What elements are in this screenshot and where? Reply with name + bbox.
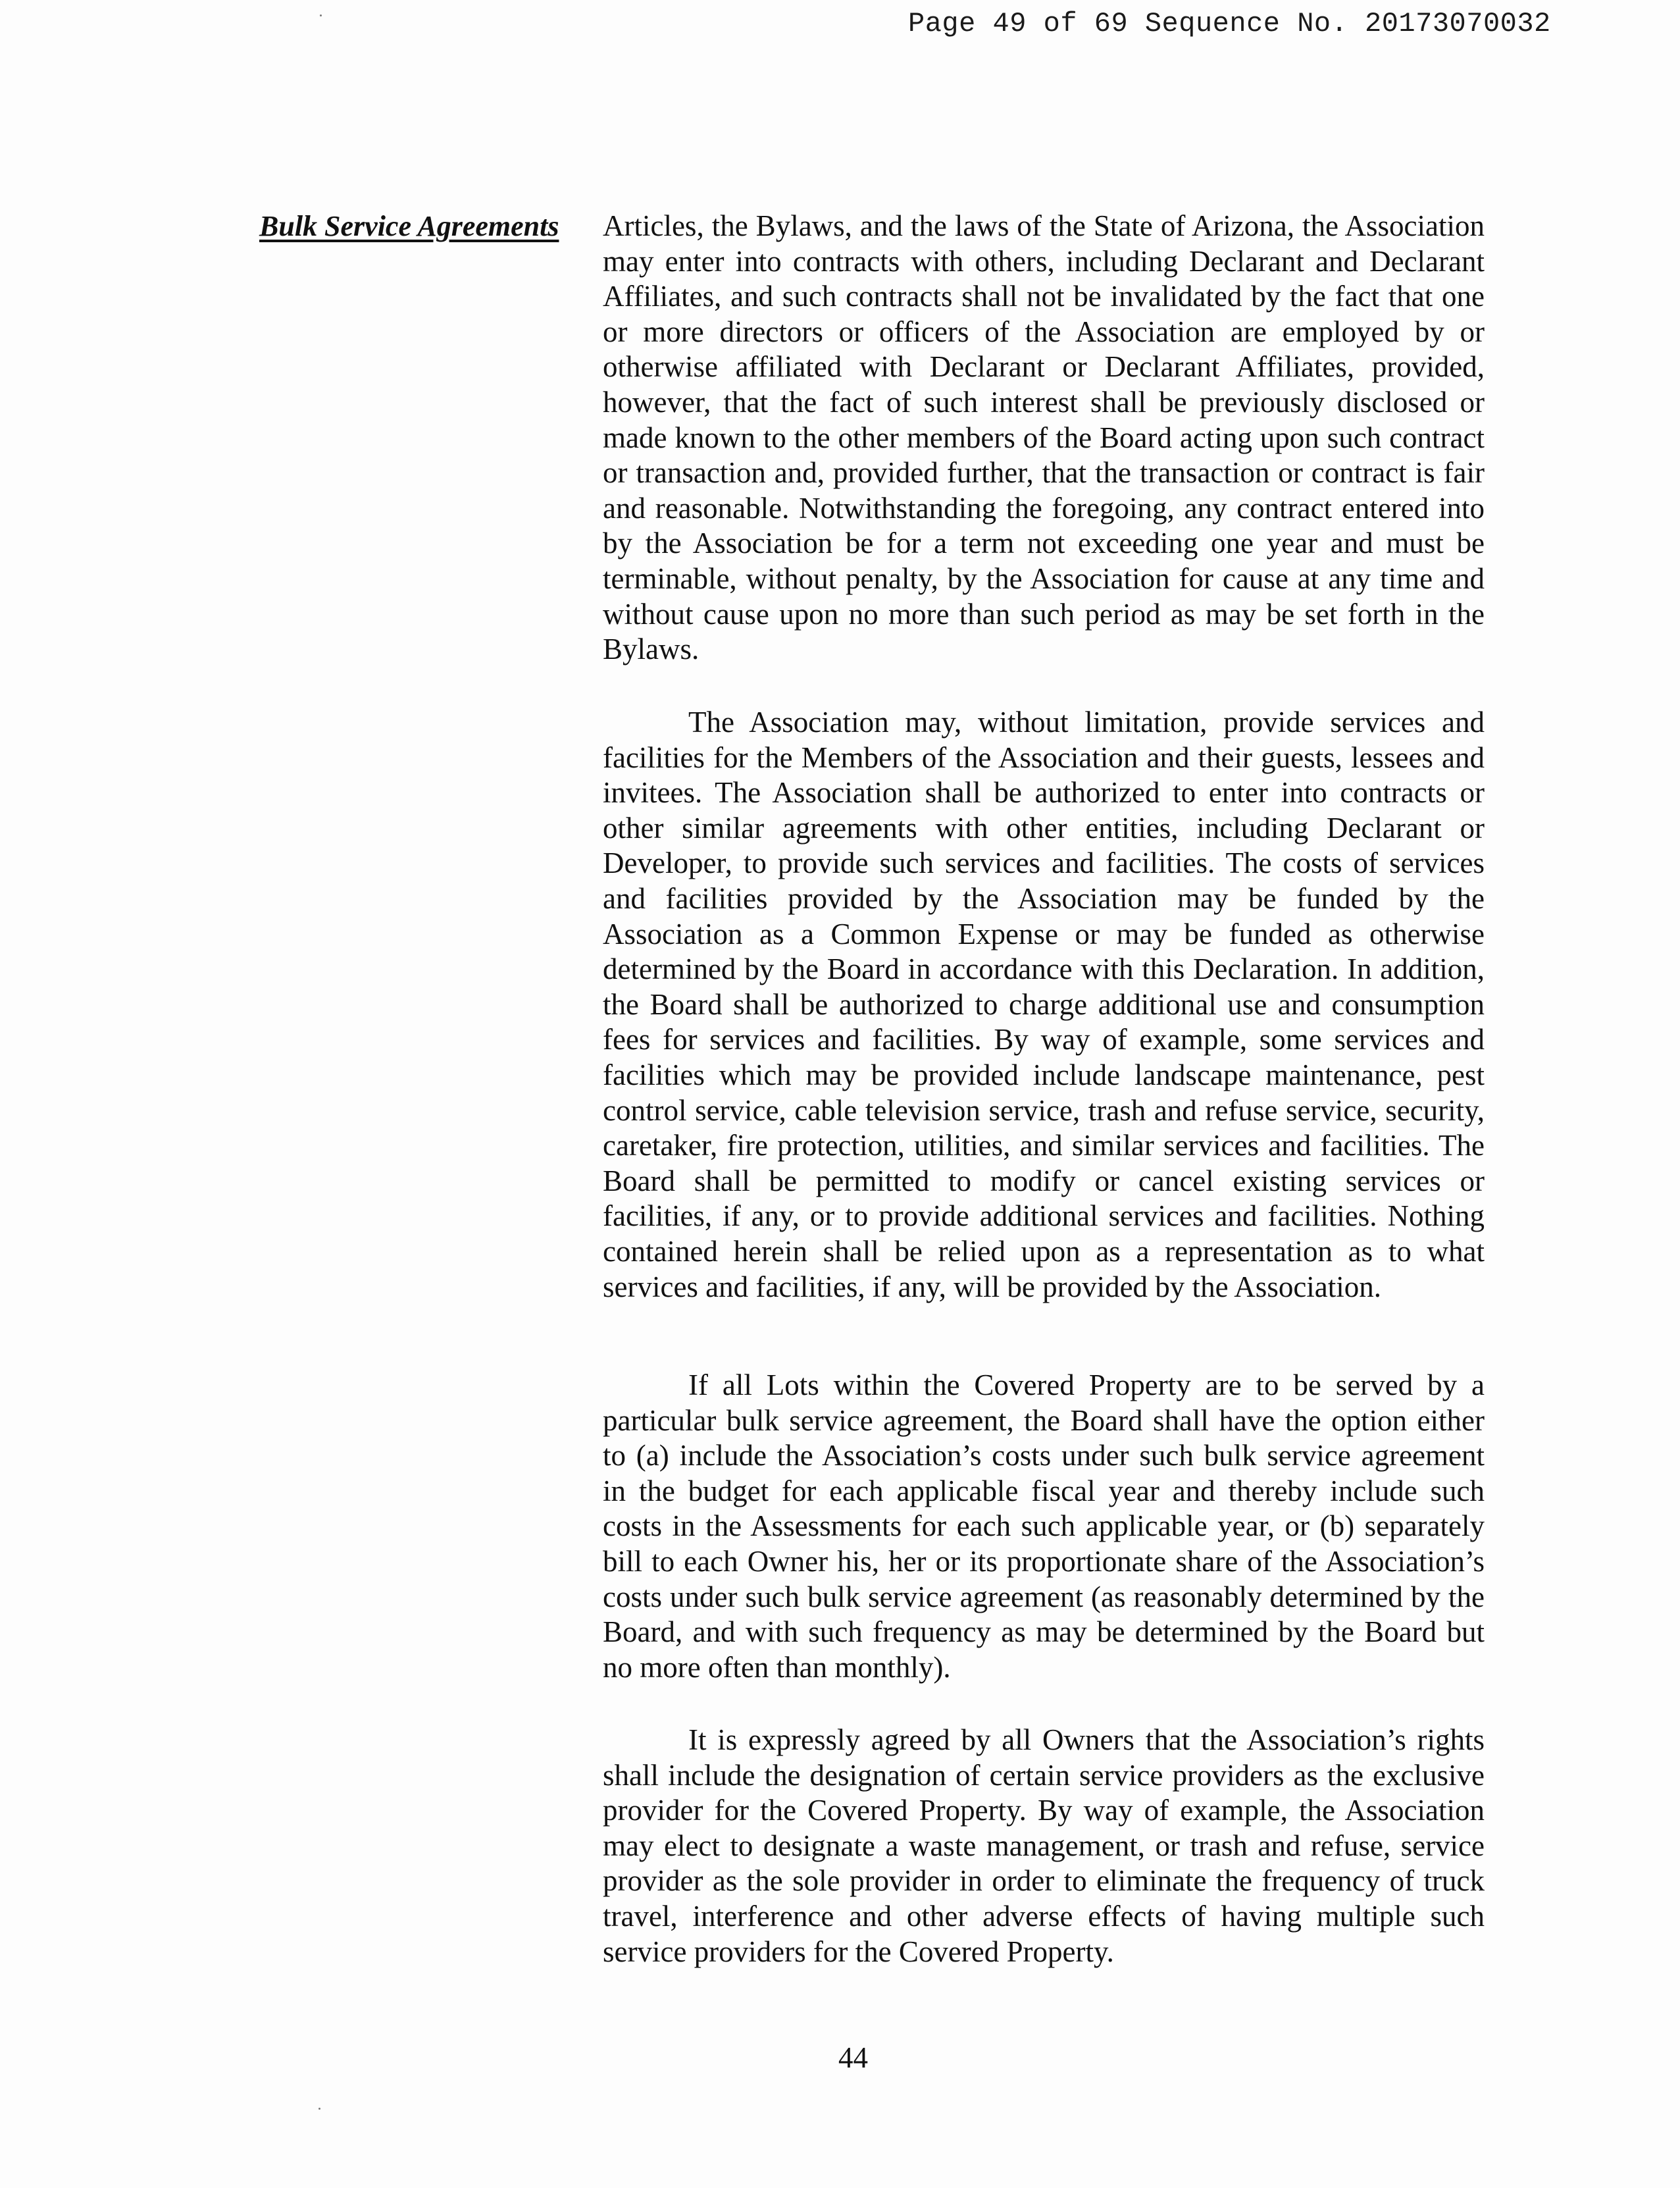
paragraph-text: The Association may, without limitation, provide services and facilities for the Members of the Association and their guests, lessees and invitees. The Association shall be authorized to enter into contracts or other similar agreements with other entities, including Declarant or Developer, to provide such services and facilities. The costs of services and facilities provided by the Association may be funded by the Association as a Common Expense or may be funded as otherwise determined by the Board in accordance with this Declaration. In addition, the Board shall be authorized to charge additional use and consumption fees for services and facilities. By way of example, some services and facilities which may be provided include landscape maintenance, pest control service, cable television service, trash and refuse service, security, caretaker, fire protection, utilities, and similar services and facilities. The Board shall be permitted to modify or cancel existing services or facilities, if any, or to provide additional services and facilities. Nothing contained herein shall be relied upon as a representation as to what services and facilities, if any, will be provided by the Association.	[603, 706, 1485, 1303]
body-paragraph-2	[603, 705, 1485, 1305]
scan-speck	[318, 2108, 320, 2110]
page-sequence-header: Page 49 of 69 Sequence No. 20173070032	[908, 8, 1551, 39]
section-heading: Bulk Service Agreements	[259, 210, 559, 242]
scan-speck	[320, 14, 322, 16]
body-paragraph-1	[603, 209, 1485, 667]
paragraph-text: It is expressly agreed by all Owners that the Association’s rights shall include the designation of certain service providers as the exclusive provider for the Covered Property. By way of example, the Association may elect to designate a waste management, or trash and refuse, service provider as the sole provider in order to eliminate the frequency of truck travel, interference and other adverse effects of having multiple such service providers for the Covered Property.	[603, 1723, 1485, 1968]
page-number: 44	[838, 2041, 868, 2074]
paragraph-text: If all Lots within the Covered Property are to be served by a particular bulk service agreement, the Board shall have the option either to (a) include the Association’s costs under such bulk service agreement in the budget for each applicable fiscal year and thereby include such costs in the Assessments for each such applicable year, or (b) separately bill to each Owner his, her or its proportionate share of the Association’s costs under such bulk service agreement (as reasonably determined by the Board, and with such frequency as may be determined by the Board but no more often than monthly).	[603, 1368, 1485, 1684]
paragraph-text: Articles, the Bylaws, and the laws of the State of Arizona, the Association may enter into contracts with others, including Declarant and Declarant Affiliates, and such contracts shall not be invalidated by the fact that one or more directors or officers of the Association are employed by or otherwise affiliated with Declarant or Declarant Affiliates, provided, however, that the fact of such interest shall be previously disclosed or made known to the other members of the Board acting upon such contract or transaction and, provided further, that the transaction or contract is fair and reasonable. Notwithstanding the foregoing, any contract entered into by the Association be for a term not exceeding one year and must be terminable, without penalty, by the Association for cause at any time and without cause upon no more than such period as may be set forth in the Bylaws.	[603, 209, 1485, 666]
body-paragraph-3	[603, 1368, 1485, 1685]
body-paragraph-4	[603, 1723, 1485, 1969]
